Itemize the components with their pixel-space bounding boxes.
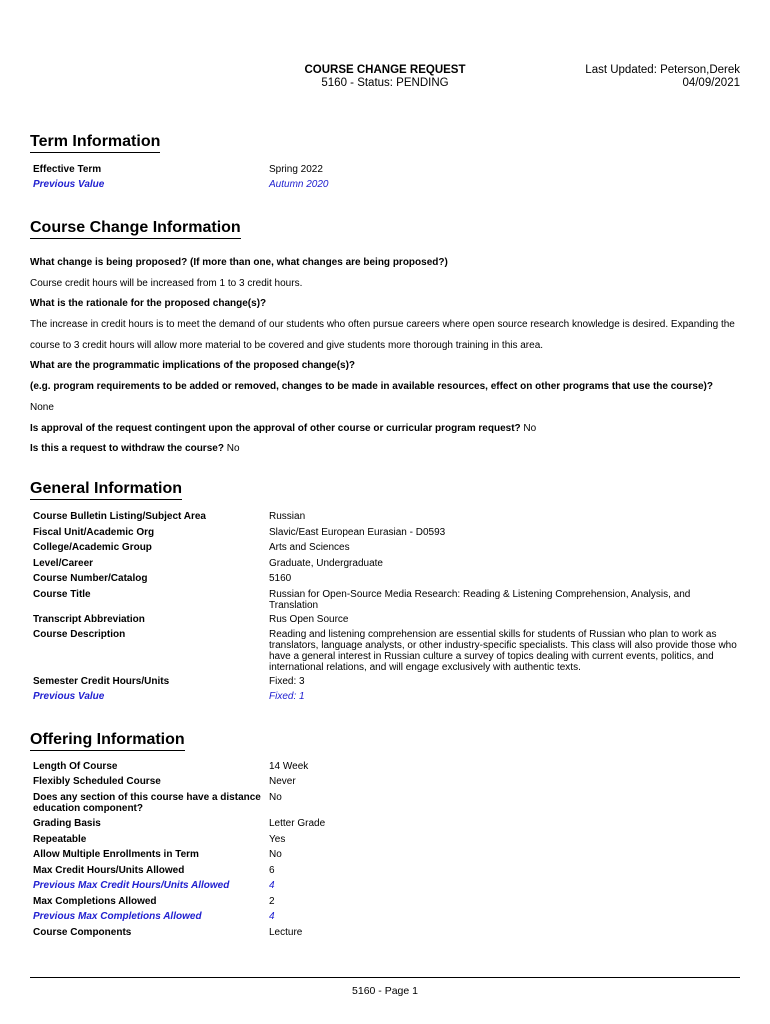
- row-label: Repeatable: [33, 834, 87, 845]
- row-value: Reading and listening comprehension are essential skills for students of Russian who plan to work as translators, language analysts, or other industry-specific specialists. This class will also provide those who have a general interest in Russian culture a survey of topics dealing with current events, politics, and international relations, and will engage exclusively with authentic texts.: [269, 629, 737, 673]
- row-label: Previous Value: [33, 691, 105, 702]
- row-value: Russian: [269, 511, 306, 522]
- question-programmatic-implications: What are the programmatic implications of the proposed change(s)?: [30, 360, 356, 371]
- row-value: No: [269, 792, 282, 803]
- question-contingent-approval: [30, 423, 742, 435]
- row-label: Course Bulletin Listing/Subject Area: [33, 511, 206, 522]
- row-label: Max Completions Allowed: [33, 896, 157, 907]
- row-label: Effective Term: [33, 164, 102, 175]
- row-value: 6: [269, 865, 275, 876]
- answer-proposed-change: Course credit hours will be increased from 1 to 3 credit hours.: [30, 278, 303, 289]
- section-term-information: Term Information: [30, 132, 160, 153]
- row-label: Previous Value: [33, 179, 105, 190]
- row-value: Autumn 2020: [269, 179, 329, 190]
- row-label: Fiscal Unit/Academic Org: [33, 527, 155, 538]
- section-offering-information: Offering Information: [30, 730, 185, 751]
- row-value: Spring 2022: [269, 164, 323, 175]
- last-updated: [585, 64, 740, 90]
- answer-programmatic-implications: None: [30, 402, 54, 413]
- row-value: 4: [269, 880, 275, 891]
- row-value: Rus Open Source: [269, 614, 349, 625]
- row-label: Max Credit Hours/Units Allowed: [33, 865, 185, 876]
- answer-rationale: The increase in credit hours is to meet the demand of our students who often pursue careers where open source research knowledge is desired. Expanding the course to 3 credit hours will allow more material to be covered and give students more thorough training in this area.: [30, 319, 735, 351]
- row-label: Allow Multiple Enrollments in Term: [33, 849, 199, 860]
- row-label: Semester Credit Hours/Units: [33, 676, 170, 687]
- row-value: Arts and Sciences: [269, 542, 350, 553]
- question-text: Is approval of the request contingent upon the approval of other course or curricular program request?: [30, 423, 521, 434]
- row-value: Fixed: 1: [269, 691, 305, 702]
- footer-divider: [30, 977, 740, 978]
- question-text: Is this a request to withdraw the course?: [30, 443, 224, 454]
- row-value: Slavic/East European Eurasian - D0593: [269, 527, 446, 538]
- row-label: Transcript Abbreviation: [33, 614, 145, 625]
- row-value: Lecture: [269, 927, 303, 938]
- last-updated-by: Last Updated: Peterson,Derek: [585, 64, 740, 76]
- question-programmatic-examples: (e.g. program requirements to be added or removed, changes to be made in available resources, effect on other programs that use the course)?: [30, 381, 713, 392]
- row-label: Course Title: [33, 589, 91, 600]
- question-proposed-change: What change is being proposed? (If more than one, what changes are being proposed?): [30, 257, 448, 268]
- row-value: 2: [269, 896, 275, 907]
- row-label: Course Description: [33, 629, 126, 640]
- row-label: Does any section of this course have a distance education component?: [33, 792, 261, 814]
- row-value: Fixed: 3: [269, 676, 305, 687]
- row-value: 5160: [269, 573, 292, 584]
- row-label: College/Academic Group: [33, 542, 152, 553]
- row-value: Never: [269, 776, 296, 787]
- page-number: 5160 - Page 1: [352, 985, 418, 997]
- row-label: Previous Max Completions Allowed: [33, 911, 202, 922]
- last-updated-date: 04/09/2021: [682, 77, 740, 89]
- row-value: Russian for Open-Source Media Research: Reading & Listening Comprehension, Analysis, and Translation: [269, 589, 691, 611]
- answer-text: No: [226, 443, 240, 454]
- row-label: Course Components: [33, 927, 132, 938]
- question-rationale: What is the rationale for the proposed change(s)?: [30, 298, 267, 309]
- row-value: Letter Grade: [269, 818, 326, 829]
- document-title: COURSE CHANGE REQUEST: [304, 64, 466, 76]
- row-value: Yes: [269, 834, 286, 845]
- question-withdraw-course: [30, 443, 742, 455]
- section-course-change-information: Course Change Information: [30, 218, 241, 239]
- row-value: Graduate, Undergraduate: [269, 558, 383, 569]
- row-label: Previous Max Credit Hours/Units Allowed: [33, 880, 230, 891]
- row-label: Course Number/Catalog: [33, 573, 148, 584]
- section-general-information: General Information: [30, 479, 182, 500]
- row-label: Level/Career: [33, 558, 94, 569]
- answer-text: No: [523, 423, 537, 434]
- row-label: Length Of Course: [33, 761, 118, 772]
- row-label: Grading Basis: [33, 818, 101, 829]
- document-status: 5160 - Status: PENDING: [321, 77, 449, 89]
- row-value: 4: [269, 911, 275, 922]
- row-value: No: [269, 849, 282, 860]
- row-value: 14 Week: [269, 761, 309, 772]
- row-label: Flexibly Scheduled Course: [33, 776, 161, 787]
